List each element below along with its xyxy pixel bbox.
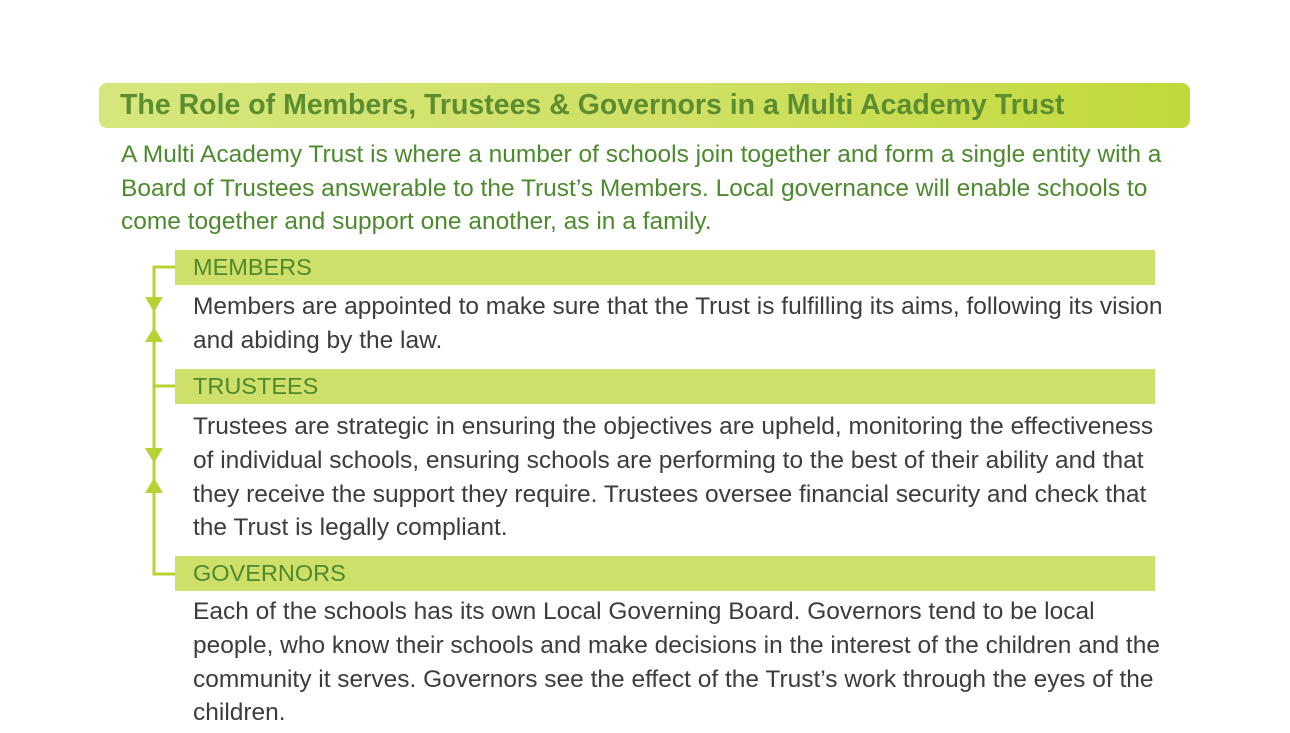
page-title: The Role of Members, Trustees & Governors in a Multi Academy Trust <box>120 89 1065 121</box>
arrow-down-icon <box>145 297 163 312</box>
intro-paragraph: A Multi Academy Trust is where a number of schools join together and form a single entity with a Board of Trustees answerable to the Trust’s Members. Local governance will enable schools to come together and support one another, as in a family. <box>121 141 1162 235</box>
arrow-up-icon <box>145 327 163 342</box>
trustees-heading: TRUSTEES <box>193 373 319 399</box>
governors-description: Each of the schools has its own Local Governing Board. Governors tend to be local people, who know their schools and make decisions in the interest of the children and the community it serves. Governors see the effect of the Trust’s work through the eyes of the children. <box>193 598 1160 727</box>
trustees-description: Trustees are strategic in ensuring the objectives are upheld, monitoring the effectiveness of individual schools, ensuring schools are performing to the best of their ability and that they receive the support they require. Trustees oversee financial security and check that the Trust is legally compliant. <box>193 413 1154 542</box>
connector-line <box>154 267 176 574</box>
members-heading-bar <box>175 250 1155 285</box>
members-heading: MEMBERS <box>193 254 312 280</box>
members-description: Members are appointed to make sure that the Trust is fulfilling its aims, following its vision and abiding by the law. <box>193 293 1163 354</box>
governors-heading: GOVERNORS <box>193 560 346 586</box>
arrow-down-icon <box>145 448 163 463</box>
arrow-up-icon <box>145 478 163 493</box>
trustees-heading-bar <box>175 369 1155 404</box>
